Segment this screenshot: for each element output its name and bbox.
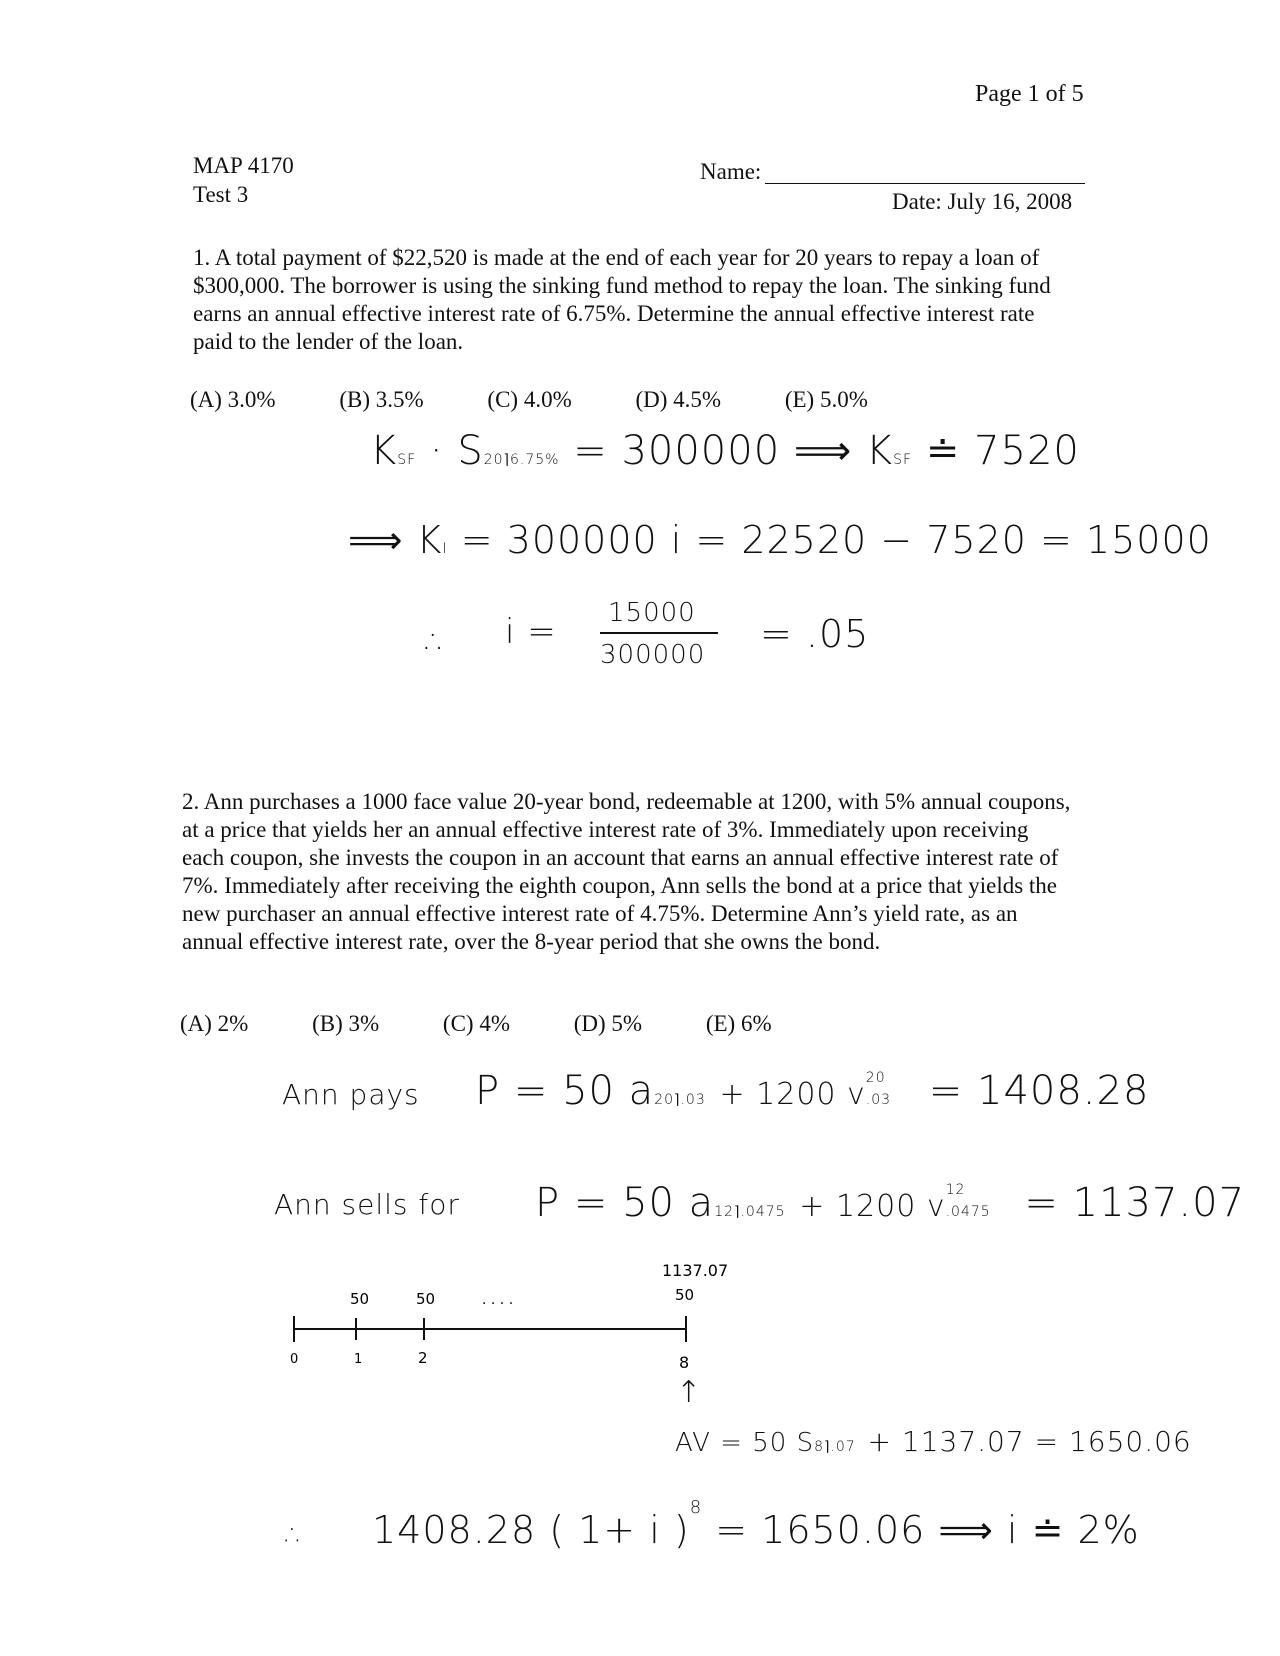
course-code: MAP 4170 — [193, 153, 294, 178]
final-yield-equation: 1408.28 ( 1+ i )$^8$ = 1650.06 ⟹ i ≐ 2% — [372, 1497, 1140, 1552]
timeline-bottom-label-8: 8 — [679, 1353, 690, 1372]
q1-result: = .05 — [760, 612, 870, 656]
ann-pays-equation: P = 50 a20⌉.03 + 1200 v 20 .03 = 1408.28 — [475, 1068, 1150, 1114]
question-1-text: 1. A total payment of $22,520 is made at the end of each year for 20 years to repay a loan of $300,000. The borrower is using the sinking fund method to repay the loan. The sinking fund earns an annual effective interest rate of 6.75%. Determine the annual effective interest rate paid to the lender of the loan. — [193, 245, 1051, 354]
q1-work-line-2: ⟹ KI = 300000 i = 22520 − 7520 = 15000 — [348, 518, 1212, 562]
timeline-ellipsis: · · · · — [482, 1296, 514, 1312]
choice-d: (D) 4.5% — [635, 387, 722, 412]
choice-a: (A) 2% — [180, 1011, 249, 1036]
name-blank-line — [765, 183, 1085, 184]
timeline-bottom-label-0: 0 — [290, 1352, 299, 1367]
timeline-bottom-label-2: 2 — [418, 1349, 428, 1367]
timeline-sale-price: 1137.07 — [662, 1261, 729, 1280]
choice-c: (C) 4.0% — [487, 387, 572, 412]
up-arrow-icon: ↑ — [676, 1375, 703, 1410]
final-therefore-symbol: ∴ — [285, 1518, 306, 1553]
q1-work-line-1: KSF · S20⌉6.75% = 300000 ⟹ KSF ≐ 7520 — [370, 428, 1080, 474]
choice-e: (E) 6% — [705, 1011, 772, 1036]
question-2-choices — [180, 1010, 830, 1038]
test-title: Test 3 — [193, 182, 249, 207]
therefore-symbol: ∴ — [425, 622, 448, 662]
timeline-bottom-label-1: 1 — [354, 1352, 363, 1367]
timeline-top-label-1: 50 — [350, 1290, 370, 1308]
page-number: Page 1 of 5 — [975, 81, 1084, 107]
timeline-top-label-2: 50 — [416, 1290, 436, 1308]
test-date: Date: July 16, 2008 — [892, 189, 1073, 214]
cash-flow-timeline — [270, 1258, 730, 1378]
timeline-top-label-8: 50 — [675, 1286, 695, 1304]
accumulated-value-equation: AV = 50 S8⌉.07 + 1137.07 = 1650.06 — [675, 1425, 1192, 1458]
ann-pays-label: Ann pays — [282, 1078, 420, 1111]
question-1-choices — [190, 386, 926, 414]
q1-fraction-numerator: 15000 — [608, 598, 696, 628]
question-2-text: 2. Ann purchases a 1000 face value 20-year bond, redeemable at 1200, with 5% annual coupons, at a price that yields her an annual effective interest rate of 3%. Immediately upon receiving each coupon, she invests the coupon in an account that earns an annual effective interest rate of 7%. Immediately after receiving the eighth coupon, Ann sells the bond at a price that yields the new purchaser an annual effective interest rate of 4.75%. Determine Ann’s yield rate, as an annual effective interest rate, over the 8-year period that she owns the bond. — [182, 789, 1071, 954]
choice-e: (E) 5.0% — [784, 387, 868, 412]
ann-sells-label: Ann sells for — [274, 1188, 460, 1221]
choice-d: (D) 5% — [573, 1011, 643, 1036]
q1-fraction-denominator: 300000 — [600, 640, 706, 670]
name-label: Name: — [700, 159, 762, 184]
choice-b: (B) 3% — [312, 1011, 380, 1036]
choice-b: (B) 3.5% — [339, 387, 424, 412]
choice-c: (C) 4% — [442, 1011, 510, 1036]
ann-sells-equation: P = 50 a12⌉.0475 + 1200 v 12 .0475 = 1137.07 — [535, 1180, 1246, 1226]
q1-i-equals: i = — [505, 612, 557, 652]
choice-a: (A) 3.0% — [190, 387, 276, 412]
q1-fraction-bar — [600, 632, 718, 634]
